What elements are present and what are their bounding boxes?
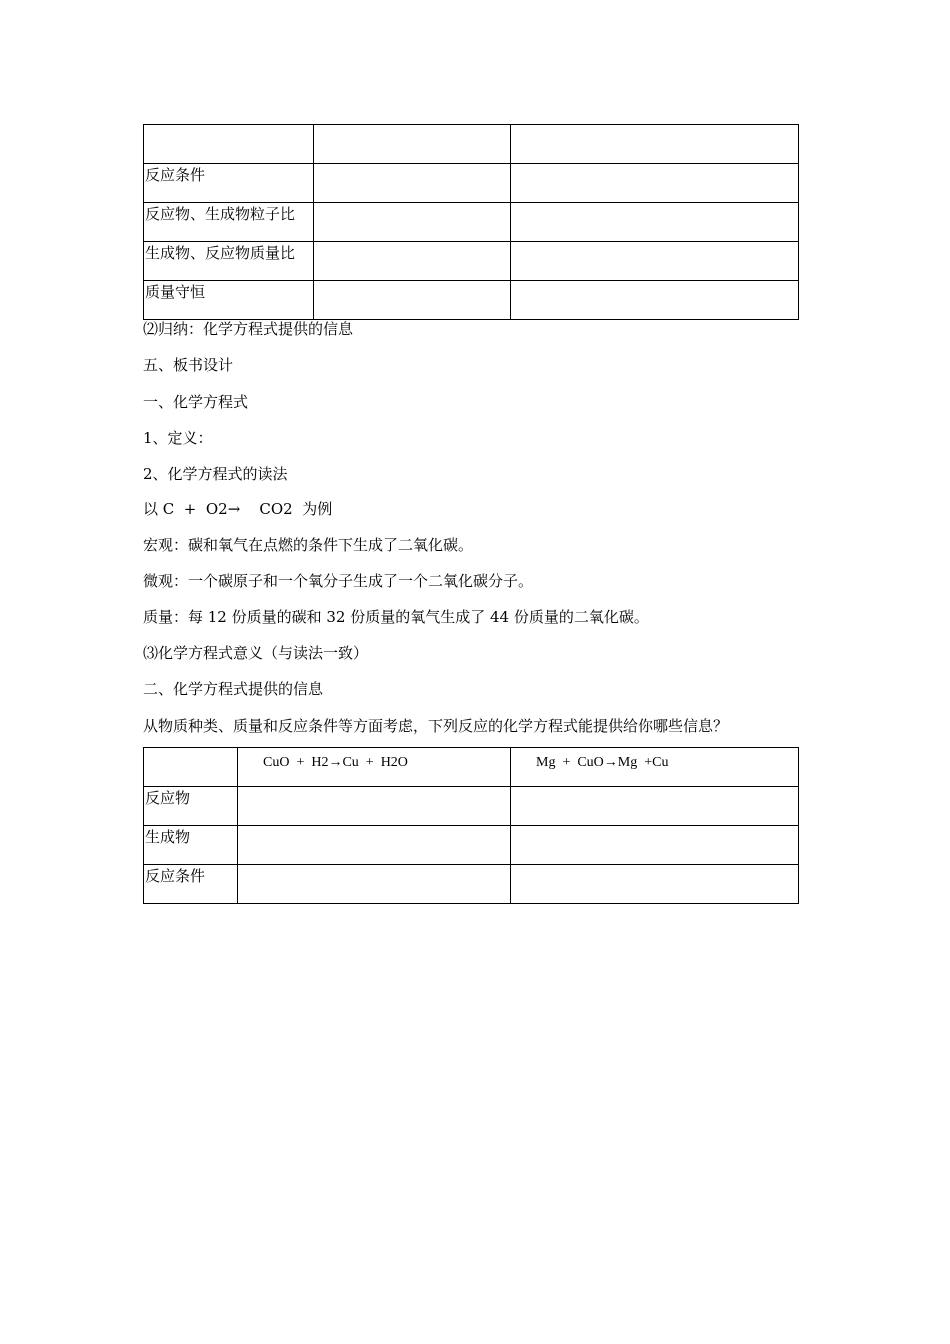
- macro-reading-line: 宏观：碳和氧气在点燃的条件下生成了二氧化碳。: [143, 536, 474, 554]
- equation-mg-cuo: Mg + CuO→Mg +Cu: [511, 748, 799, 787]
- table-row: [144, 164, 799, 203]
- table-header-row: [144, 748, 799, 787]
- table-cell-label: [144, 125, 314, 164]
- table-row: [144, 865, 799, 904]
- table-row: [144, 281, 799, 320]
- micro-reading-line: 微观：一个碳原子和一个氧分子生成了一个二氧化碳分子。: [143, 572, 534, 590]
- table-cell: [314, 164, 511, 203]
- table-cell: [238, 826, 511, 865]
- table-cell: [314, 125, 511, 164]
- table-cell: [511, 281, 799, 320]
- table-cell: [511, 826, 799, 865]
- table-row: [144, 125, 799, 164]
- table-row: [144, 242, 799, 281]
- equation-info-table: [143, 747, 799, 904]
- comparison-table: [143, 124, 799, 320]
- table-cell-label: [144, 748, 238, 787]
- table-cell-label: 反应条件: [144, 164, 314, 203]
- mass-reading-line: 质量：每 12 份质量的碳和 32 份质量的氧气生成了 44 份质量的二氧化碳。: [143, 608, 649, 626]
- table-row: [144, 826, 799, 865]
- table-cell-label: 生成物、反应物质量比: [144, 242, 314, 281]
- table-cell: [511, 865, 799, 904]
- table-cell: [511, 164, 799, 203]
- summary-line: ⑵归纳：化学方程式提供的信息: [143, 320, 354, 338]
- table-cell-label: 反应条件: [144, 865, 238, 904]
- section-heading-board-design: 五、板书设计: [143, 356, 234, 374]
- table-cell: [511, 242, 799, 281]
- table-cell: [511, 787, 799, 826]
- meaning-line: ⑶化学方程式意义（与读法一致）: [143, 644, 369, 662]
- table-cell: [511, 125, 799, 164]
- reading-method-heading: 2、化学方程式的读法: [143, 465, 288, 483]
- table-cell-label: 反应物、生成物粒子比: [144, 203, 314, 242]
- table-cell-label: 反应物: [144, 787, 238, 826]
- table-cell: [314, 281, 511, 320]
- table-cell-label: 生成物: [144, 826, 238, 865]
- heading-equation-info: 二、化学方程式提供的信息: [143, 680, 324, 698]
- question-line: 从物质种类、质量和反应条件等方面考虑，下列反应的化学方程式能提供给你哪些信息？: [143, 717, 729, 735]
- example-equation-line: 以 C + O2→ CO2 为例: [143, 500, 333, 518]
- table-cell: [314, 203, 511, 242]
- table-row: [144, 787, 799, 826]
- definition-line: 1、定义：: [143, 429, 213, 447]
- table-cell-label: 质量守恒: [144, 281, 314, 320]
- heading-chemical-equation: 一、化学方程式: [143, 393, 249, 411]
- table-cell: [511, 203, 799, 242]
- table-cell: [314, 242, 511, 281]
- equation-cuo-h2: CuO + H2→Cu + H2O: [238, 748, 511, 787]
- table-cell: [238, 865, 511, 904]
- table-row: [144, 203, 799, 242]
- table-cell: [238, 787, 511, 826]
